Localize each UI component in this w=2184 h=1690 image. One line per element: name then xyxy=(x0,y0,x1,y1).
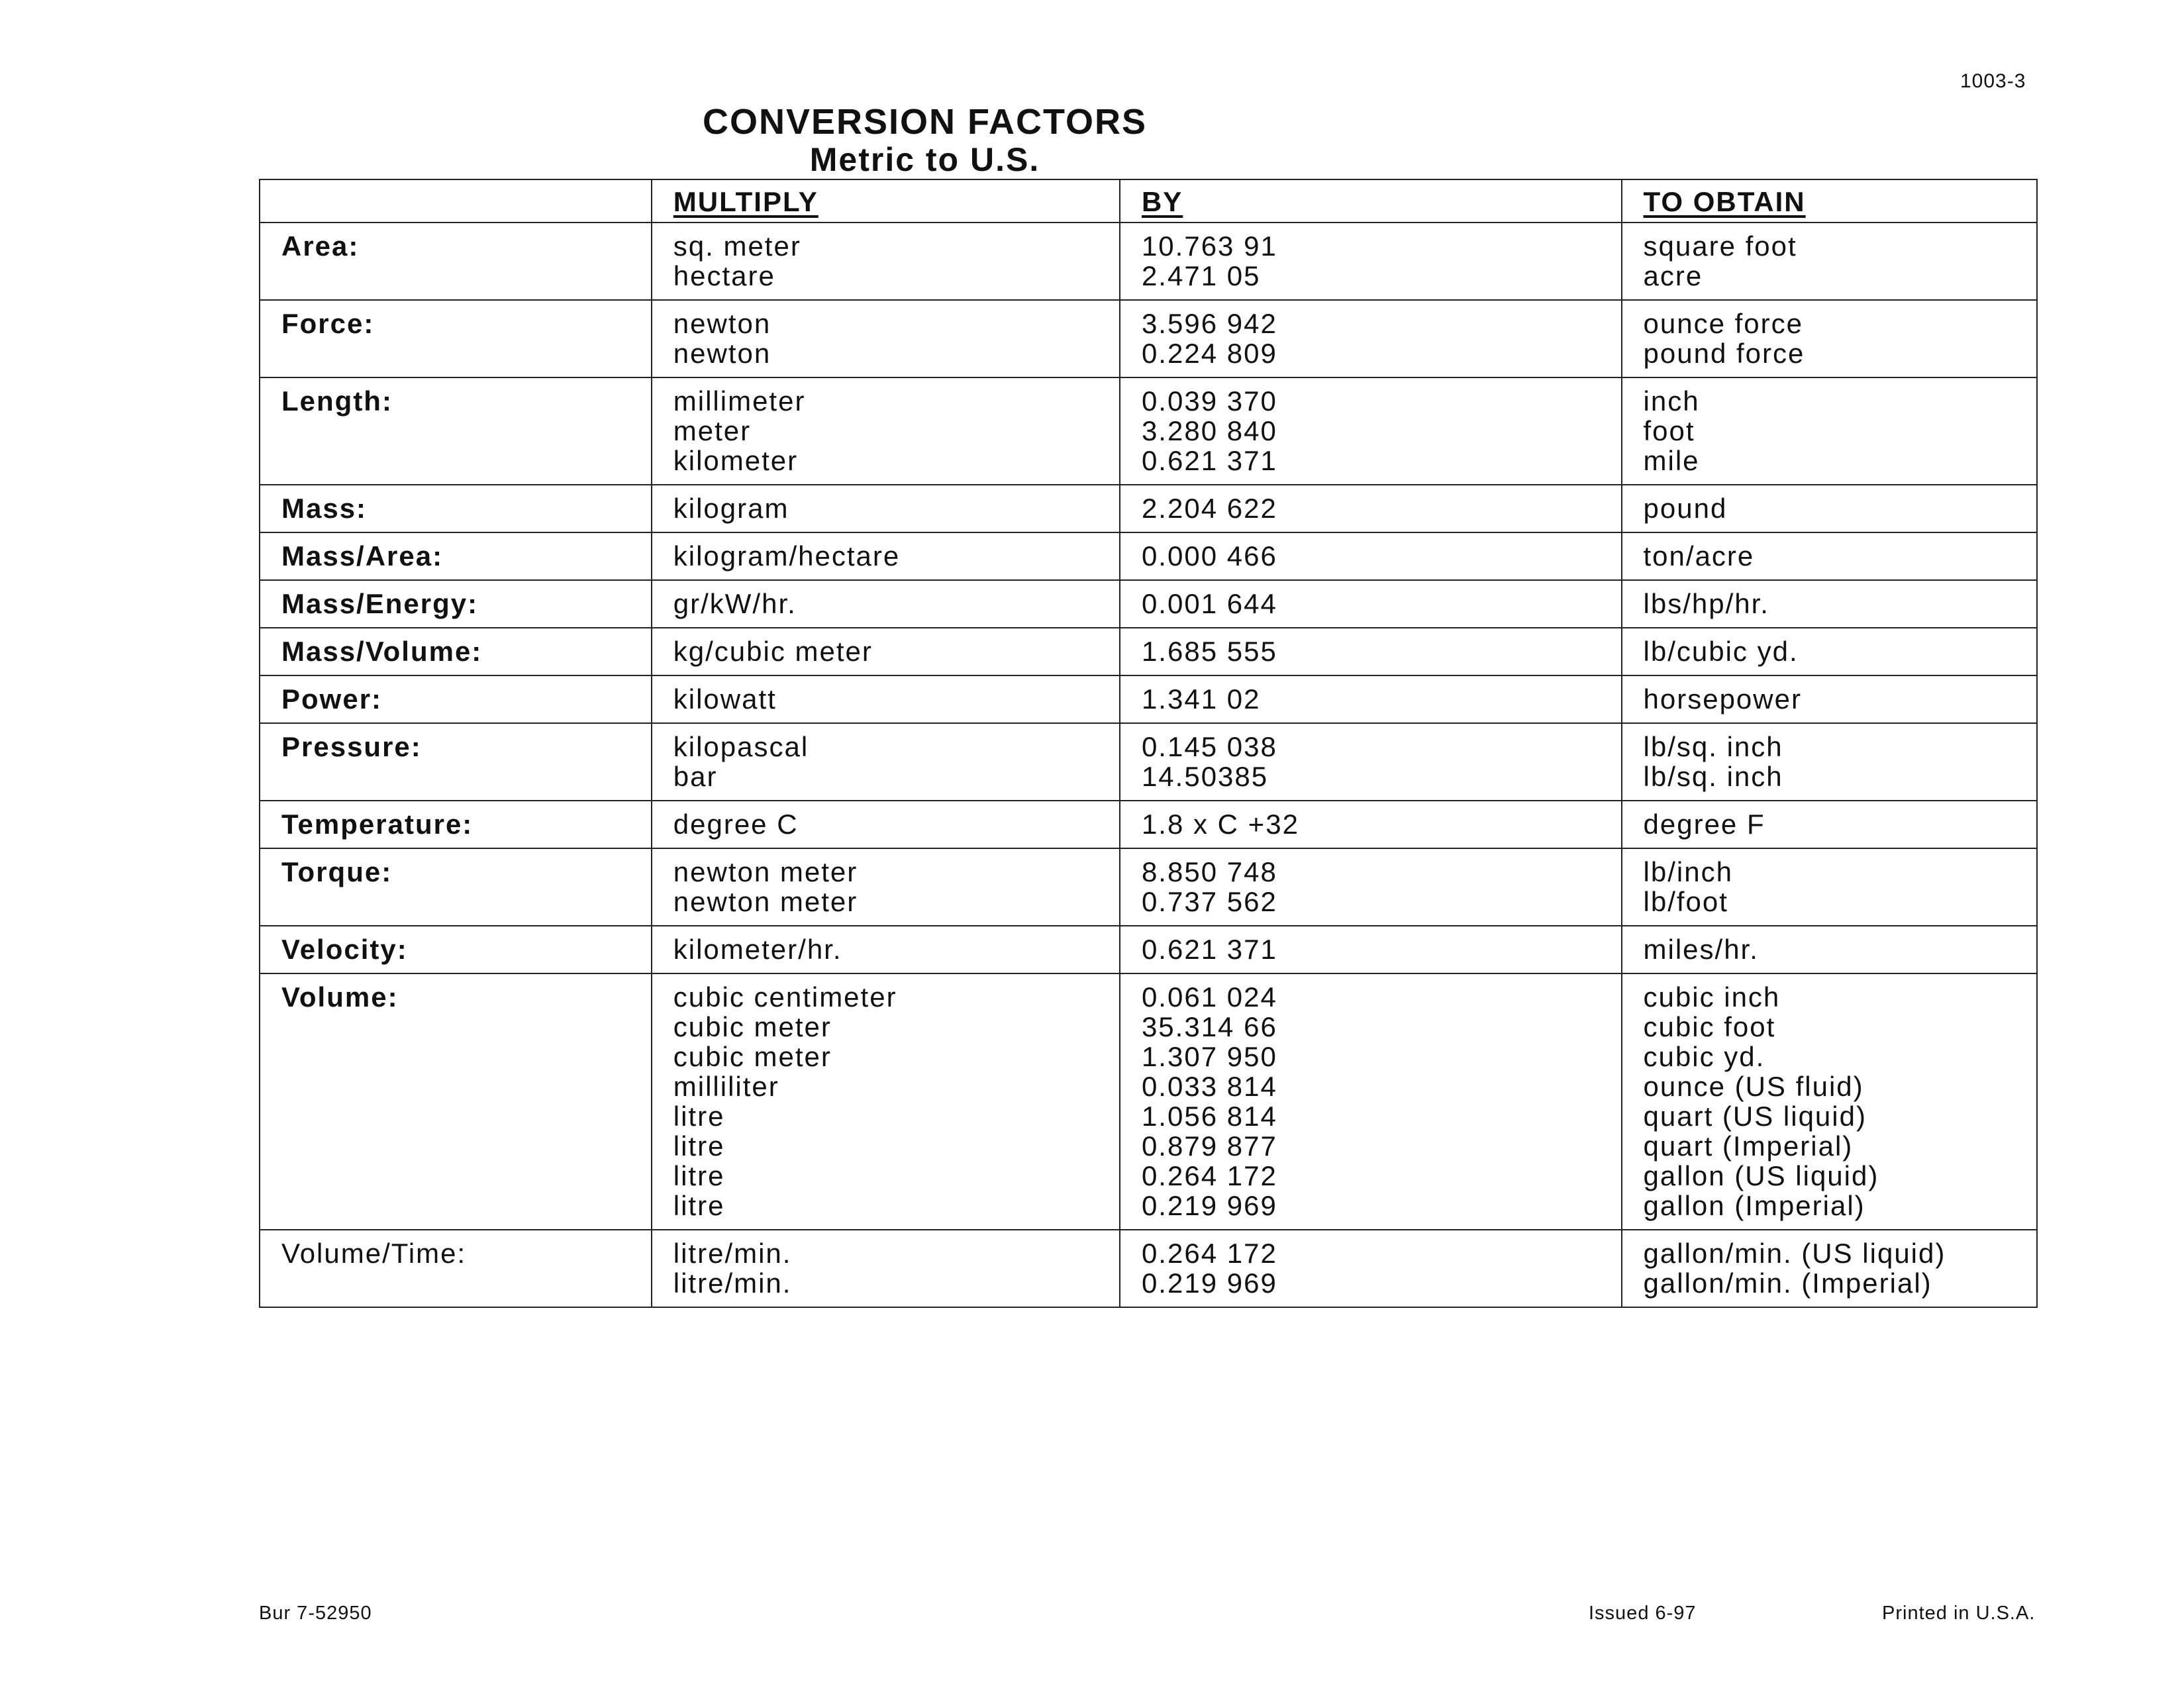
table-row xyxy=(260,377,2037,485)
header-category xyxy=(260,179,652,223)
row-by-cell xyxy=(1120,848,1622,926)
by-value: 3.596 942 xyxy=(1141,308,1277,339)
row-by-cell xyxy=(1120,628,1622,675)
by-value: 1.307 950 xyxy=(1141,1041,1277,1072)
row-to-obtain-cell xyxy=(1622,675,2037,723)
row-multiply-cell xyxy=(652,628,1120,675)
row-multiply-cell xyxy=(652,580,1120,628)
table-row xyxy=(260,675,2037,723)
row-multiply-cell xyxy=(652,675,1120,723)
row-category: Volume: xyxy=(260,973,652,1230)
conversion-table xyxy=(259,179,2038,1308)
to-obtain-value: cubic foot xyxy=(1643,1011,1776,1042)
by-value: 0.264 172 xyxy=(1141,1238,1277,1269)
row-to-obtain-cell xyxy=(1622,628,2037,675)
by-value: 0.224 809 xyxy=(1141,338,1277,369)
header-multiply-label: MULTIPLY xyxy=(673,186,819,217)
multiply-value: cubic centimeter xyxy=(673,981,897,1013)
to-obtain-value: foot xyxy=(1643,415,1695,446)
row-to-obtain-cell xyxy=(1622,580,2037,628)
row-to-obtain-cell xyxy=(1622,973,2037,1230)
to-obtain-value: pound xyxy=(1643,493,1728,524)
to-obtain-value: ounce force xyxy=(1643,308,1803,339)
by-value: 0.621 371 xyxy=(1141,934,1277,965)
multiply-value: litre xyxy=(673,1160,725,1191)
multiply-value: kilopascal xyxy=(673,731,809,762)
row-to-obtain-cell xyxy=(1622,801,2037,848)
row-by-cell xyxy=(1120,485,1622,532)
to-obtain-value: lb/foot xyxy=(1643,886,1728,917)
by-value: 0.737 562 xyxy=(1141,886,1277,917)
row-by-cell xyxy=(1120,723,1622,801)
row-category: Torque: xyxy=(260,848,652,926)
by-value: 1.685 555 xyxy=(1141,636,1277,667)
multiply-value: litre/min. xyxy=(673,1268,792,1299)
row-by-cell xyxy=(1120,300,1622,377)
multiply-value: hectare xyxy=(673,260,775,291)
multiply-value: kilogram xyxy=(673,493,789,524)
multiply-value: milliliter xyxy=(673,1071,779,1102)
by-value: 1.8 x C +32 xyxy=(1141,809,1299,840)
table-row xyxy=(260,723,2037,801)
by-value: 2.471 05 xyxy=(1141,260,1261,291)
by-value: 0.219 969 xyxy=(1141,1268,1277,1299)
to-obtain-value: mile xyxy=(1643,445,1700,476)
row-category: Volume/Time: xyxy=(260,1230,652,1307)
row-multiply-cell xyxy=(652,532,1120,580)
to-obtain-value: lb/cubic yd. xyxy=(1643,636,1799,667)
multiply-value: litre/min. xyxy=(673,1238,792,1269)
by-value: 0.061 024 xyxy=(1141,981,1277,1013)
footer-issued: Issued 6-97 xyxy=(1589,1603,1697,1624)
row-category: Area: xyxy=(260,223,652,300)
row-category: Velocity: xyxy=(260,926,652,973)
row-by-cell xyxy=(1120,1230,1622,1307)
table-row xyxy=(260,973,2037,1230)
header-to-obtain-label: TO OBTAIN xyxy=(1643,186,1806,217)
footer-document-id: Bur 7-52950 xyxy=(259,1603,372,1624)
row-to-obtain-cell xyxy=(1622,300,2037,377)
row-multiply-cell xyxy=(652,485,1120,532)
to-obtain-value: gallon/min. (Imperial) xyxy=(1643,1268,1932,1299)
multiply-value: kilowatt xyxy=(673,683,777,715)
to-obtain-value: lbs/hp/hr. xyxy=(1643,588,1769,619)
by-value: 0.879 877 xyxy=(1141,1130,1277,1162)
to-obtain-value: lb/sq. inch xyxy=(1643,761,1783,792)
row-by-cell xyxy=(1120,973,1622,1230)
row-category: Mass/Energy: xyxy=(260,580,652,628)
by-value: 1.341 02 xyxy=(1141,683,1261,715)
row-to-obtain-cell xyxy=(1622,377,2037,485)
table-row xyxy=(260,532,2037,580)
multiply-value: litre xyxy=(673,1190,725,1221)
page-subtitle: Metric to U.S. xyxy=(809,141,1040,178)
table-row xyxy=(260,223,2037,300)
table-row xyxy=(260,580,2037,628)
multiply-value: kg/cubic meter xyxy=(673,636,873,667)
to-obtain-value: gallon/min. (US liquid) xyxy=(1643,1238,1946,1269)
header-multiply xyxy=(652,179,1120,223)
row-category: Mass/Volume: xyxy=(260,628,652,675)
row-by-cell xyxy=(1120,532,1622,580)
table-body xyxy=(260,223,2037,1307)
row-by-cell xyxy=(1120,675,1622,723)
table-header-row xyxy=(260,179,2037,223)
to-obtain-value: degree F xyxy=(1643,809,1765,840)
by-value: 2.204 622 xyxy=(1141,493,1277,524)
to-obtain-value: cubic yd. xyxy=(1643,1041,1765,1072)
row-to-obtain-cell xyxy=(1622,532,2037,580)
by-value: 0.001 644 xyxy=(1141,588,1277,619)
row-multiply-cell xyxy=(652,973,1120,1230)
row-to-obtain-cell xyxy=(1622,223,2037,300)
footer-printed: Printed in U.S.A. xyxy=(1882,1603,2036,1624)
row-multiply-cell xyxy=(652,223,1120,300)
multiply-value: litre xyxy=(673,1101,725,1132)
by-value: 35.314 66 xyxy=(1141,1011,1277,1042)
to-obtain-value: pound force xyxy=(1643,338,1805,369)
multiply-value: newton meter xyxy=(673,886,858,917)
by-value: 0.145 038 xyxy=(1141,731,1277,762)
by-value: 10.763 91 xyxy=(1141,230,1277,262)
by-value: 0.621 371 xyxy=(1141,445,1277,476)
row-by-cell xyxy=(1120,377,1622,485)
table-row xyxy=(260,848,2037,926)
multiply-value: millimeter xyxy=(673,385,806,417)
to-obtain-value: lb/inch xyxy=(1643,856,1733,887)
to-obtain-value: gallon (US liquid) xyxy=(1643,1160,1879,1191)
to-obtain-value: quart (US liquid) xyxy=(1643,1101,1867,1132)
row-to-obtain-cell xyxy=(1622,926,2037,973)
row-by-cell xyxy=(1120,926,1622,973)
to-obtain-value: ounce (US fluid) xyxy=(1643,1071,1864,1102)
to-obtain-value: lb/sq. inch xyxy=(1643,731,1783,762)
row-category: Temperature: xyxy=(260,801,652,848)
row-multiply-cell xyxy=(652,300,1120,377)
by-value: 0.033 814 xyxy=(1141,1071,1277,1102)
multiply-value: newton meter xyxy=(673,856,858,887)
row-category: Mass: xyxy=(260,485,652,532)
header-by xyxy=(1120,179,1622,223)
by-value: 0.039 370 xyxy=(1141,385,1277,417)
row-by-cell xyxy=(1120,801,1622,848)
page-number: 1003-3 xyxy=(1960,70,2026,92)
by-value: 3.280 840 xyxy=(1141,415,1277,446)
row-category: Force: xyxy=(260,300,652,377)
title-block xyxy=(0,103,1850,178)
by-value: 8.850 748 xyxy=(1141,856,1277,887)
table-row xyxy=(260,628,2037,675)
multiply-value: kilometer xyxy=(673,445,799,476)
table-row xyxy=(260,801,2037,848)
multiply-value: cubic meter xyxy=(673,1011,832,1042)
row-to-obtain-cell xyxy=(1622,848,2037,926)
row-to-obtain-cell xyxy=(1622,723,2037,801)
to-obtain-value: ton/acre xyxy=(1643,540,1755,572)
header-to-obtain xyxy=(1622,179,2037,223)
table-row xyxy=(260,485,2037,532)
to-obtain-value: gallon (Imperial) xyxy=(1643,1190,1865,1221)
multiply-value: bar xyxy=(673,761,718,792)
table-row xyxy=(260,926,2037,973)
row-category: Length: xyxy=(260,377,652,485)
multiply-value: newton xyxy=(673,308,771,339)
row-by-cell xyxy=(1120,223,1622,300)
table-row xyxy=(260,1230,2037,1307)
multiply-value: litre xyxy=(673,1130,725,1162)
row-to-obtain-cell xyxy=(1622,485,2037,532)
multiply-value: cubic meter xyxy=(673,1041,832,1072)
multiply-value: kilometer/hr. xyxy=(673,934,842,965)
to-obtain-value: cubic inch xyxy=(1643,981,1781,1013)
row-multiply-cell xyxy=(652,848,1120,926)
row-category: Mass/Area: xyxy=(260,532,652,580)
to-obtain-value: horsepower xyxy=(1643,683,1802,715)
by-value: 1.056 814 xyxy=(1141,1101,1277,1132)
header-by-label: BY xyxy=(1141,186,1183,217)
by-value: 0.219 969 xyxy=(1141,1190,1277,1221)
row-by-cell xyxy=(1120,580,1622,628)
row-multiply-cell xyxy=(652,926,1120,973)
row-multiply-cell xyxy=(652,801,1120,848)
to-obtain-value: miles/hr. xyxy=(1643,934,1759,965)
multiply-value: meter xyxy=(673,415,752,446)
to-obtain-value: square foot xyxy=(1643,230,1797,262)
multiply-value: gr/kW/hr. xyxy=(673,588,797,619)
multiply-value: newton xyxy=(673,338,771,369)
to-obtain-value: acre xyxy=(1643,260,1703,291)
table-row xyxy=(260,300,2037,377)
row-multiply-cell xyxy=(652,1230,1120,1307)
row-category: Pressure: xyxy=(260,723,652,801)
by-value: 0.264 172 xyxy=(1141,1160,1277,1191)
row-to-obtain-cell xyxy=(1622,1230,2037,1307)
to-obtain-value: inch xyxy=(1643,385,1700,417)
page-title: CONVERSION FACTORS xyxy=(702,102,1148,142)
row-multiply-cell xyxy=(652,723,1120,801)
multiply-value: degree C xyxy=(673,809,799,840)
to-obtain-value: quart (Imperial) xyxy=(1643,1130,1854,1162)
multiply-value: kilogram/hectare xyxy=(673,540,901,572)
multiply-value: sq. meter xyxy=(673,230,801,262)
row-category: Power: xyxy=(260,675,652,723)
row-multiply-cell xyxy=(652,377,1120,485)
by-value: 14.50385 xyxy=(1141,761,1269,792)
by-value: 0.000 466 xyxy=(1141,540,1277,572)
